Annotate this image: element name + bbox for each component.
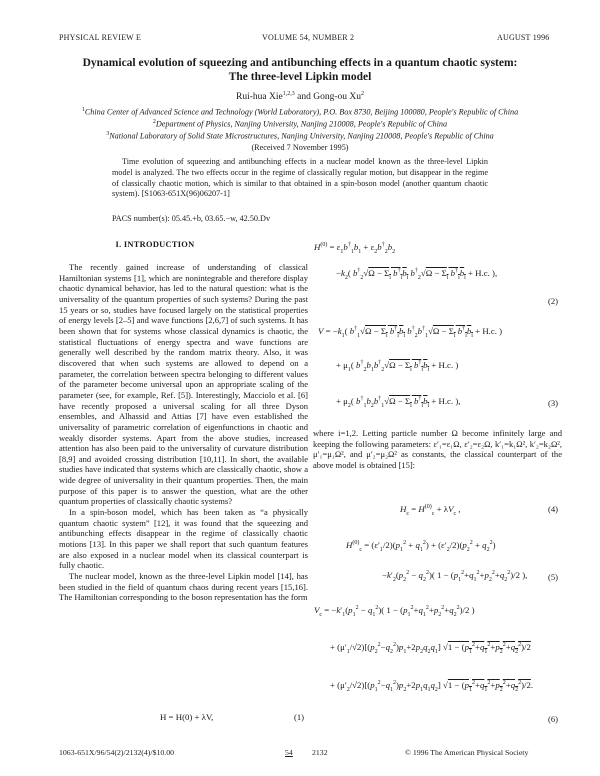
footer-copyright: © 1996 The American Physical Society	[405, 748, 529, 757]
equation-1-number: (1)	[294, 712, 305, 722]
equation-5-line-1: $H^{(0)}_c = (\varepsilon'_1/2)(p_1^2 + q_1^2) + (\varepsilon'_2/2)(p_2^2 + q_2^2)$	[346, 540, 496, 553]
volume-number: VOLUME 54, NUMBER 2	[262, 33, 355, 42]
issue-date: AUGUST 1996	[497, 33, 550, 42]
author-1: Rui-hua Xie	[236, 92, 283, 103]
pacs-numbers: PACS number(s): 05.45.+b, 03.65.−w, 42.50.Dv	[112, 214, 271, 223]
author-2: Gong-ou Xu	[313, 92, 361, 103]
equation-5-line-2: $-k'_2(p_2^2 - q_2^2)$( $1 - (p_1^2+q_1^2+p_2^2+q_2^2)/2$ ),	[382, 570, 528, 583]
affiliation-3: $^3$National Laboratory of Solid State Microstructures, Nanjing University, Nanjing 210008, People's Republic of China	[106, 131, 494, 141]
article-title	[40, 56, 560, 84]
affiliation-2: $^2$Department of Physics, Nanjing University, Nanjing 210008, People's Republic of China	[152, 119, 448, 129]
affiliation-1: $^1$China Center of Advanced Science and Technology (World Laboratory), P.O. Box 8730, Beijing 100080, People's Republic of China	[81, 107, 519, 117]
equation-2-line-2: $-k_2$( $b^\dagger_2√\Omega - \Sigma_i$ $b^\dagger_ib_i$ $b^\dagger_2√\Omega - \Sigma_i$ $b^\dagger_ib_i + H.c$. ),	[336, 268, 498, 281]
author-1-affiliations: 1,2,3	[282, 91, 295, 97]
equation-3-line-2: + $\mu_1$( $b^\dagger_2b_1b^\dagger_2√\Omega - \Sigma_i$ $b^\dagger_ib_i + H.c$. )	[336, 360, 459, 373]
equation-2-line-1: $H^{(0)} = \varepsilon_1b^\dagger_1b_1 + \varepsilon_2b^\dagger_2b_2$	[314, 242, 396, 255]
author-2-affiliations: 2	[360, 91, 364, 97]
equation-6-line-3: + $(\mu'_2/√2)[(p_1^2-q_1^2)p_2+2p_1q_1q_2] √1 - (p_1^2+q_1^2+p_2^2+q_2^2)/2$.	[330, 680, 534, 693]
received-date: (Received 7 November 1995)	[251, 143, 349, 152]
journal-name: PHYSICAL REVIEW E	[59, 33, 142, 42]
right-column-text: where i=1,2. Letting particle number Ω become infinitely large and keeping the following parameters: ε′₁=ε₁Ω, ε′₂=ε₂Ω, k′₁=k₁Ω², k′₂=k₂Ω², μ′₁=μ₁Ω², and μ′₂=μ₂Ω² as constants, the classical counterpart of the above model is obtained [15]:	[313, 428, 562, 470]
equation-2-number: (2)	[548, 296, 559, 306]
equation-5-number: (5)	[548, 572, 559, 582]
equation-3-number: (3)	[548, 398, 559, 408]
footer-code: 1063-651X/96/54(2)/2132(4)/$10.00	[59, 748, 174, 757]
equation-1: H = H(0) + λV,	[160, 712, 214, 722]
left-column	[59, 262, 308, 603]
abstract-text: Time evolution of squeezing and antibunching effects in a nuclear model known as the three-level Lipkin model is analyzed. The two effects occur in the regime of classically regular motion, but disappear in the regime of classically chaotic motion, which is similar to that obtained in a spin-boson model (another quantum chaotic system). [S1063-651X(96)06207-1]	[112, 157, 488, 199]
paragraph-1: The recently gained increase of understanding of classical Hamiltonian systems [1], which are nonintegrable and therefore display chaotic dynamical behavior, has led to the natural question: what is the universality of the quantum properties of such systems? During the past 15 years or so, studies have focused largely on the statistical properties of energy levels [2–5] and wave functions [2,6,7] of such systems. It has been shown that for systems whose classical dynamics is chaotic, the statistical fluctuations of energy spectra and wave functions are generally well described by the random matrix theory. Also, it was discovered that when such systems are allowed to depend on a parameter, the correlation between spectra belonging to different values of the parameter become universal upon an appropriate scaling of the parameter (see, for example, Ref. [5]). Interestingly, Macciolo et al. [6] have recently proposed a universal scaling for all three Dyson ensembles, and Alhassid and Attias [7] have even established the universality of parametric correlation of eigenfunctions in chaotic and weakly disorder systems. Apart from the above studies, increased attention has also been paid to the universality of curvature distribution [8,9] and avoided crossing distribution [10,11]. In short, the available studies have indicated that systems which are classically chaotic, show a wide degree of universality in their quantum properties. Then, the main purpose of this paper is to answer the question, what are the other quantum properties of classically chaotic systems?	[59, 262, 308, 507]
equation-4: $H_c = H^{(0)}_c + \lambda V_c$ ,	[400, 504, 461, 517]
title-line-1: Dynamical evolution of squeezing and antibunching effects in a quantum chaotic system:	[82, 57, 518, 69]
author-conjunction: and	[297, 92, 311, 103]
author-list	[40, 91, 560, 102]
paragraph-2: In a spin-boson model, which has been taken as “a physically quantum chaotic system” [12], it was found that the squeezing and antibunching effects disappear in the regime of classically chaotic motions [13]. In this paper we shall report that such quantum features are also exposed in a nuclear model when its classical counterpart is fully chaotic.	[59, 507, 308, 571]
equation-4-number: (4)	[548, 504, 559, 514]
abstract	[112, 157, 488, 200]
footer-volume: 54	[285, 748, 293, 757]
equation-3-line-1: $V = -k_1$( $b^\dagger_1√\Omega - \Sigma_i$ $b^\dagger_ib_i$ $b^\dagger_2b^\dagger_1√\Omega - \Sigma_i$ $b^\dagger_ib_i + H.c$. )	[318, 326, 503, 339]
equation-6-line-1: $V_c = -k'_1(p_1^2 - q_1^2)$( $1 - (p_1^2+q_1^2+p_2^2+q_2^2)/2$ )	[314, 605, 475, 618]
section-heading: I. INTRODUCTION	[115, 240, 195, 249]
footer-page-number: 2132	[312, 748, 328, 757]
equation-6-number: (6)	[548, 714, 559, 724]
title-line-2: The three-level Lipkin model	[228, 71, 372, 83]
equation-3-line-3: + $\mu_2$( $b^\dagger_1b_2b^\dagger_1√\Omega - \Sigma_i$ $b^\dagger_ib_i + H.c$. ),	[336, 396, 461, 409]
equation-6-line-2: + $(\mu'_1/√2)[(p_2^2-q_2^2)p_1+2p_2q_2q_1] √1 - (p_1^2+q_1^2+p_2^2+q_2^2)/2$	[330, 642, 531, 655]
paragraph-3: The nuclear model, known as the three-level Lipkin model [14], has been studied in the field of quantum chaos during recent years [15,16]. The Hamiltonian corresponding to the boson representation has the form	[59, 571, 308, 603]
